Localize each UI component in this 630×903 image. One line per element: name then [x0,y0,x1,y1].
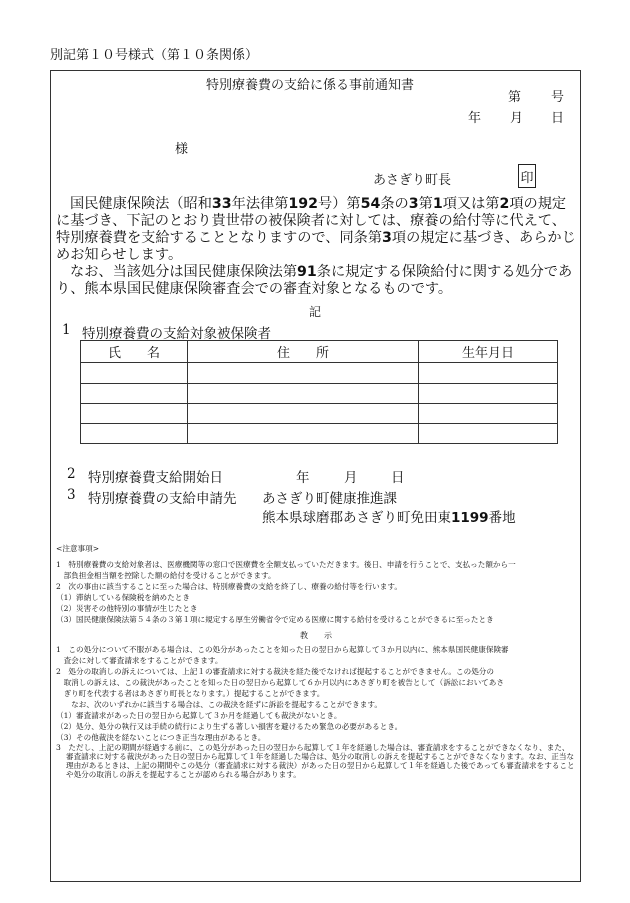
birth-cell[interactable] [419,363,558,383]
notes-section [56,543,576,779]
ki-heading: 記 [309,305,322,319]
seal-stamp: 印 [518,164,536,188]
kyoji-last: 3 ただし、上記の期間が経過する前に、この処分があった日の翌日から起算して１年を経過した場合は、審査請求をすることができなくなり、また、審査請求に対する裁決があった日の翌日から起算して１年を経過した場合は、処分の取消しの訴えを提起することができなくなります。なお、正当な理由があるときは、上記の期間やこの処分（審査請求に対する裁決）があった日の翌日から起算して１年を経過した後であっても審査請求をすることや処分の取消しの訴えを提起することが認められる場合があります。 [56,743,575,779]
header-address: 住 所 [188,341,419,363]
kyoji-line: なお、次のいずれかに該当する場合は、この裁決を経ずに訴訟を提起することができます。 [56,700,382,709]
date-day: 日 [551,111,565,126]
address-cell[interactable] [188,363,419,383]
section-3-office: あさぎり町健康推進課 [262,491,397,507]
section-2-year: 年 [296,470,310,486]
table-row [81,383,558,403]
note-line: 1 特別療養費の支給対象者は、医療機関等の窓口で医療費を全額支払っていただきます。後日、申請を行うことで、支払った額から一 [56,560,516,569]
address-cell[interactable] [188,403,419,423]
birth-cell[interactable] [419,383,558,403]
kyoji-line: 2 処分の取消しの訴えについては、上記１の審査請求に対する裁決を経た後でなければ提起することができません。この処分の [56,667,494,676]
notes-title: <注意事項> [56,544,100,553]
recipient-suffix: 様 [175,142,189,157]
birth-cell[interactable] [419,423,558,443]
section-2-label: 特別療養費支給開始日 [88,470,223,486]
section-1-label: 特別療養費の支給対象被保険者 [82,326,271,342]
kyoji-line: （3）その他裁決を経ないことにつき正当な理由があるとき。 [56,733,266,742]
kyoji-line: 査会に対して審査請求をすることができます。 [56,656,223,665]
note-line: （3）国民健康保険法第５４条の３第１項に規定する厚生労働省令で定める医療に関する給付を受けることができるに至ったとき [56,615,494,624]
table-header-row [81,341,558,363]
body-paragraph-1: 国民健康保険法（昭和33年法律第192号）第54条の3第1項又は第2項の規定に基づき、下記のとおり貴世帯の被保険者に対しては、療養の給付等に代えて、特別療養費を支給することとなりますので、同条第3項の規定に基づき、あらかじめお知らせします。 [56,196,576,263]
body-paragraph-2: なお、当該処分は国民健康保険法第91条に規定する保険給付に関する処分であり、熊本県国民健康保険審査会での審査対象となるものです。 [56,264,573,297]
name-cell[interactable] [81,403,188,423]
section-3-address: 熊本県球磨郡あさぎり町免田東1199番地 [262,510,516,526]
number-dai: 第 [508,90,522,105]
name-cell[interactable] [81,423,188,443]
kyoji-line: 1 この処分について不服がある場合は、この処分があったことを知った日の翌日から起算して３か月以内に、熊本県国民健康保険審 [56,645,509,654]
note-line: 部負担金相当額を控除した額の給付を受けることができます。 [56,571,276,580]
header-birth: 生年月日 [419,341,558,363]
date-year: 年 [468,111,482,126]
name-cell[interactable] [81,363,188,383]
address-cell[interactable] [188,423,419,443]
insured-table [80,340,558,444]
kyoji-line: ぎり町を代表する者はあさぎり町長となります。）提起することができます。 [56,689,325,698]
section-3-number: 3 [67,487,76,503]
note-line: （2）災害その他特別の事情が生じたとき [56,604,198,613]
note-line: 2 次の事由に該当することに至った場合は、特別療養費の支給を終了し、療養の給付等を行います。 [56,582,402,591]
issuer: あさぎり町長 [373,173,452,188]
document-title: 特別療養費の支給に係る事前通知書 [206,78,415,93]
table-row [81,363,558,383]
section-2-number: 2 [67,466,76,482]
section-1-number: 1 [62,322,71,338]
section-2-day: 日 [391,470,405,486]
table-row [81,403,558,423]
note-line: （1）滞納している保険税を納めたとき [56,593,190,602]
name-cell[interactable] [81,383,188,403]
table-row [81,423,558,443]
birth-cell[interactable] [419,403,558,423]
section-3-label: 特別療養費の支給申請先 [88,491,237,507]
form-label: 別記第１０号様式（第１０条関係） [50,48,259,63]
date-month: 月 [510,111,524,126]
kyoji-title: 教 示 [300,631,332,640]
kyoji-line: 取消しの訴えは、この裁決があったことを知った日の翌日から起算して６か月以内にあさぎり町を被告として（訴訟においてあさ [56,678,504,687]
kyoji-line: （1）審査請求があった日の翌日から起算して３か月を経過しても裁決がないとき。 [56,711,342,720]
address-cell[interactable] [188,383,419,403]
header-name: 氏 名 [81,341,188,363]
kyoji-line: （2）処分、処分の執行又は手続の続行により生ずる著しい損害を避けるため緊急の必要があるとき。 [56,722,403,731]
section-2-month: 月 [344,470,358,486]
number-go: 号 [551,90,565,105]
